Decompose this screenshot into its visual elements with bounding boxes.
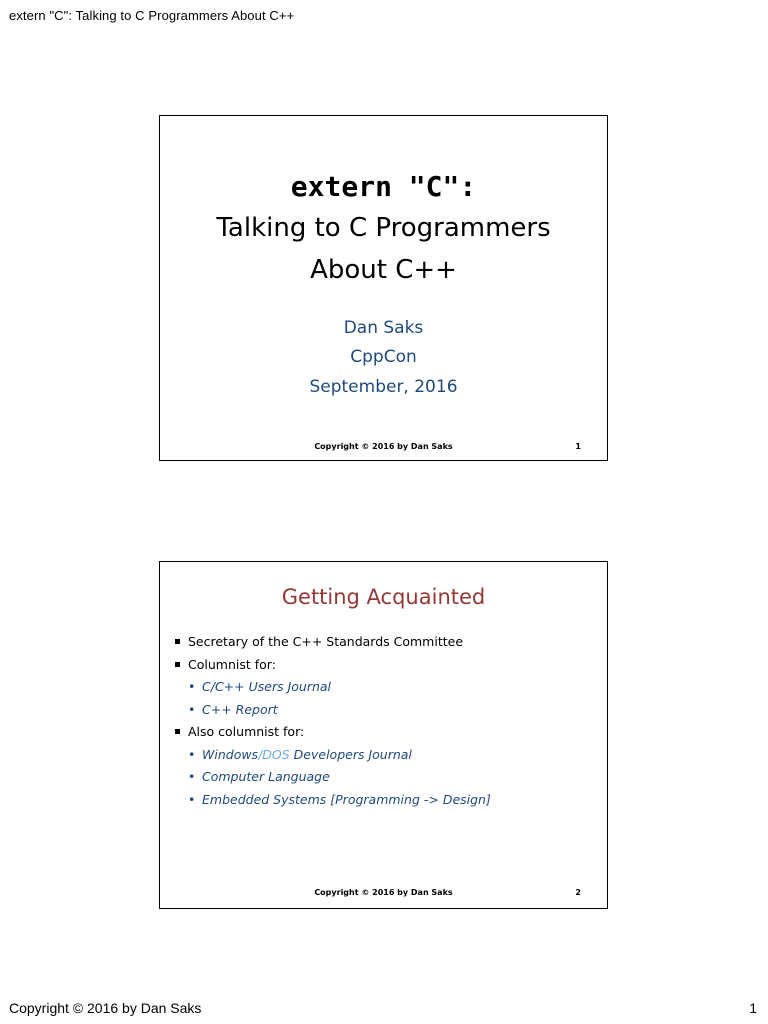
slide-title-line-1: Talking to C Programmers [216, 213, 551, 243]
sub-bullet-item [174, 768, 594, 791]
sub-bullet-item [174, 701, 594, 724]
slide-author: Dan Saks [343, 318, 424, 338]
sub-bullet-text: Embedded Systems [Programming -> Design] [202, 791, 491, 807]
slide-footer: Copyright © 2016 by Dan Saks [314, 442, 453, 451]
sub-bullet-item [174, 791, 594, 814]
slide-date: September, 2016 [309, 377, 458, 397]
slide-event: CppCon [350, 347, 417, 367]
bullet-text: Columnist for: [188, 656, 276, 672]
slide-footer: Copyright © 2016 by Dan Saks [314, 888, 453, 897]
slide-title-code: extern "C": [290, 170, 477, 203]
sub-bullet-item [174, 746, 594, 769]
bullet-item [174, 633, 594, 656]
sub-bullet-text-windows: Windows [202, 746, 259, 762]
sub-bullet-text-journal: Developers Journal [289, 746, 412, 762]
bullet-text: Also columnist for: [188, 724, 305, 739]
slide-2 [159, 561, 608, 909]
sub-bullet-text: Computer Language [202, 769, 330, 784]
page-header: extern "C": Talking to C Programmers About C++ [9, 8, 295, 23]
slide-1 [159, 115, 608, 461]
sub-bullet-item [174, 678, 594, 701]
slide-number: 2 [575, 888, 581, 897]
slide-heading: Getting Acquainted [281, 585, 486, 609]
page-number: 1 [749, 1000, 757, 1016]
sub-bullet-text-dos: DOS [262, 746, 290, 762]
page-footer-copyright: Copyright © 2016 by Dan Saks [9, 1000, 202, 1016]
sub-bullet-text: C/C++ Users Journal [202, 679, 332, 694]
bullet-text: Secretary of the C++ Standards Committee [188, 634, 464, 649]
slide-title-line-2: About C++ [310, 255, 457, 285]
slide-number: 1 [575, 442, 581, 451]
sub-bullet-separator: / [258, 746, 263, 762]
sub-bullet-text: C++ Report [202, 701, 278, 717]
bullet-list [174, 633, 594, 813]
bullet-item [174, 656, 594, 679]
bullet-item [174, 723, 594, 746]
